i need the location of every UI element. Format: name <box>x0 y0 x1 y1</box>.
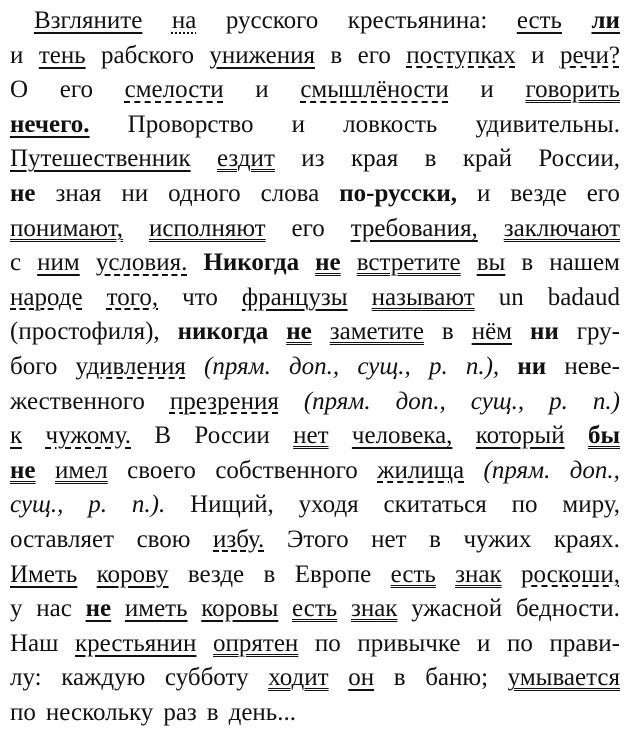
word: жественного <box>10 387 145 415</box>
text-line <box>10 592 620 627</box>
word: не <box>10 456 36 484</box>
word: гру- <box>576 318 620 346</box>
word: везде <box>510 179 567 207</box>
word: собственного <box>215 456 358 484</box>
word: Европе <box>294 560 372 588</box>
word: в <box>441 318 454 346</box>
word: свою <box>136 525 191 553</box>
text-line <box>10 350 620 385</box>
word: нашем <box>549 249 620 277</box>
word: каждую <box>61 664 146 692</box>
text-line <box>10 661 620 696</box>
word: в <box>330 41 343 69</box>
word: доп., <box>395 387 446 415</box>
word: он <box>348 664 375 692</box>
word: коровы <box>201 595 279 623</box>
word: оставляет <box>10 525 115 553</box>
word: и <box>480 76 494 104</box>
word: человека, <box>351 422 453 450</box>
word: нём <box>471 318 512 346</box>
word: зная <box>55 179 102 207</box>
word: п.) <box>592 387 620 415</box>
word: встретите <box>356 249 461 277</box>
word: раз <box>163 698 197 726</box>
word: по <box>10 698 36 726</box>
word: р. <box>428 352 448 380</box>
word: день... <box>228 698 296 726</box>
word: по <box>507 629 533 657</box>
word: роскоши, <box>521 560 620 588</box>
word: сущ., <box>10 491 64 519</box>
word: к <box>10 422 23 450</box>
word: своего <box>127 456 196 484</box>
word: бого <box>10 352 58 380</box>
word: требования, <box>350 214 478 242</box>
text-line <box>10 315 620 350</box>
word: п.), <box>465 352 500 380</box>
word: ним <box>37 249 80 277</box>
text-line <box>10 108 620 143</box>
word: знак <box>350 595 398 623</box>
word: речи? <box>559 41 620 69</box>
word: в <box>521 249 534 277</box>
word: того, <box>106 283 159 311</box>
text-line <box>10 627 620 662</box>
word: крестьянина: <box>347 7 488 34</box>
word: краях. <box>553 525 620 553</box>
word: ни <box>517 352 547 380</box>
text-line <box>10 558 620 593</box>
word: иметь <box>124 595 188 623</box>
word: его <box>586 179 620 207</box>
word: нечего. <box>10 110 90 138</box>
word: России, <box>538 145 620 173</box>
text-line <box>10 177 620 212</box>
word: по <box>511 491 538 519</box>
word: имел <box>54 456 108 484</box>
word: России <box>194 422 270 450</box>
word: Нищий, <box>190 491 274 519</box>
word: ловкость <box>343 110 438 138</box>
word: ужасной <box>411 595 503 623</box>
word: в <box>393 664 406 692</box>
word: (прям. <box>204 352 271 380</box>
word: ли <box>591 7 620 34</box>
word: ходит <box>268 664 329 692</box>
word: не <box>10 179 36 207</box>
word: поступках <box>406 41 516 69</box>
word: (простофиля), <box>10 318 160 346</box>
word: бедности. <box>515 595 620 623</box>
word: никогда <box>177 318 269 346</box>
word: есть <box>292 595 338 623</box>
word: из <box>301 145 325 173</box>
word: его <box>291 214 325 242</box>
text-line <box>10 488 620 523</box>
word: края <box>350 145 399 173</box>
word: Этого <box>286 525 349 553</box>
word: лу: <box>10 664 42 692</box>
word: и <box>531 41 545 69</box>
text-line <box>10 246 620 281</box>
word: есть <box>516 7 562 34</box>
word: нескольку <box>45 698 154 726</box>
word: в <box>429 525 441 553</box>
word: Иметь <box>10 560 78 588</box>
word: жилища <box>377 456 465 484</box>
word: у <box>10 595 23 623</box>
word: на <box>171 7 197 34</box>
word: чужому. <box>45 422 132 450</box>
word: Взгляните <box>34 7 143 34</box>
word: народе <box>10 283 83 311</box>
text-line <box>10 4 620 39</box>
word: и <box>477 179 491 207</box>
word: сущ., <box>470 387 525 415</box>
word: по-русски, <box>339 179 458 207</box>
word: р. <box>549 387 568 415</box>
word: есть <box>390 560 436 588</box>
word: удивительны. <box>475 110 620 138</box>
word: миру, <box>562 491 620 519</box>
word: одного <box>168 179 241 207</box>
word: не <box>85 595 112 623</box>
word: доп., <box>289 352 340 380</box>
word: р. <box>88 491 108 519</box>
word: доп., <box>569 456 620 484</box>
word: корову <box>96 560 169 588</box>
word: чужих <box>463 525 532 553</box>
word: презрения <box>169 387 279 415</box>
word: нет <box>293 422 329 450</box>
word: избу. <box>213 525 265 553</box>
word: смышлёности <box>300 76 449 104</box>
word: край <box>462 145 512 173</box>
text-line <box>10 212 620 247</box>
word: и <box>255 76 269 104</box>
word: заключают <box>503 214 620 242</box>
word: не <box>286 318 312 346</box>
word: нас <box>36 595 72 623</box>
word: сущ., <box>357 352 411 380</box>
word: и <box>291 110 306 138</box>
word: привычке <box>357 629 461 657</box>
text-line <box>10 73 620 108</box>
word: нет <box>371 525 407 553</box>
word: заметите <box>329 318 424 346</box>
word: тень <box>38 41 86 69</box>
word: его <box>357 41 391 69</box>
word: условия. <box>95 249 188 277</box>
word: неве- <box>564 352 620 380</box>
word: с <box>10 249 22 277</box>
word: Наш <box>10 629 59 657</box>
word: (прям. <box>483 456 551 484</box>
text-line <box>10 281 620 316</box>
word: un <box>498 283 524 311</box>
word: его <box>59 76 93 104</box>
word: говорить <box>525 76 620 104</box>
word: удивления <box>75 352 186 380</box>
word: прави- <box>549 629 620 657</box>
word: в <box>206 698 219 726</box>
word: вы <box>476 249 506 277</box>
word: который <box>475 422 565 450</box>
word: субботу <box>164 664 249 692</box>
word: слова <box>260 179 320 207</box>
word: баню; <box>425 664 489 692</box>
word: О <box>10 76 29 104</box>
text-line <box>10 419 620 454</box>
word: ни <box>529 318 559 346</box>
word: и <box>477 629 491 657</box>
word: и <box>10 41 24 69</box>
word: badaud <box>547 283 620 311</box>
word: в <box>424 145 437 173</box>
word: уходя <box>298 491 359 519</box>
word: что <box>182 283 218 311</box>
word: смелости <box>124 76 224 104</box>
word: знак <box>455 560 502 588</box>
word: везде <box>187 560 245 588</box>
word: Никогда <box>203 249 300 277</box>
word: в <box>263 560 276 588</box>
text-line <box>10 523 620 558</box>
word: (прям. <box>303 387 371 415</box>
word: Путешественник <box>10 145 191 173</box>
text-line <box>10 385 620 420</box>
word: понимают, <box>10 214 124 242</box>
word: исполняют <box>148 214 266 242</box>
text-paragraph <box>10 4 620 730</box>
text-line <box>10 142 620 177</box>
word: унижения <box>209 41 315 69</box>
word: умывается <box>507 664 620 692</box>
word: по <box>314 629 341 657</box>
word: рабского <box>101 41 194 69</box>
word: п.). <box>131 491 166 519</box>
word: В <box>154 422 172 450</box>
word: скитаться <box>383 491 487 519</box>
text-line <box>10 39 620 74</box>
word: называют <box>371 283 475 311</box>
word: бы <box>587 422 620 450</box>
text-line <box>10 696 620 730</box>
word: русского <box>225 7 319 34</box>
word: не <box>315 249 341 277</box>
word: ни <box>121 179 149 207</box>
word: французы <box>241 283 348 311</box>
word: опрятен <box>213 629 299 657</box>
word: Проворство <box>127 110 254 138</box>
word: крестьянин <box>75 629 197 657</box>
text-line <box>10 454 620 489</box>
word: ездит <box>217 145 275 173</box>
